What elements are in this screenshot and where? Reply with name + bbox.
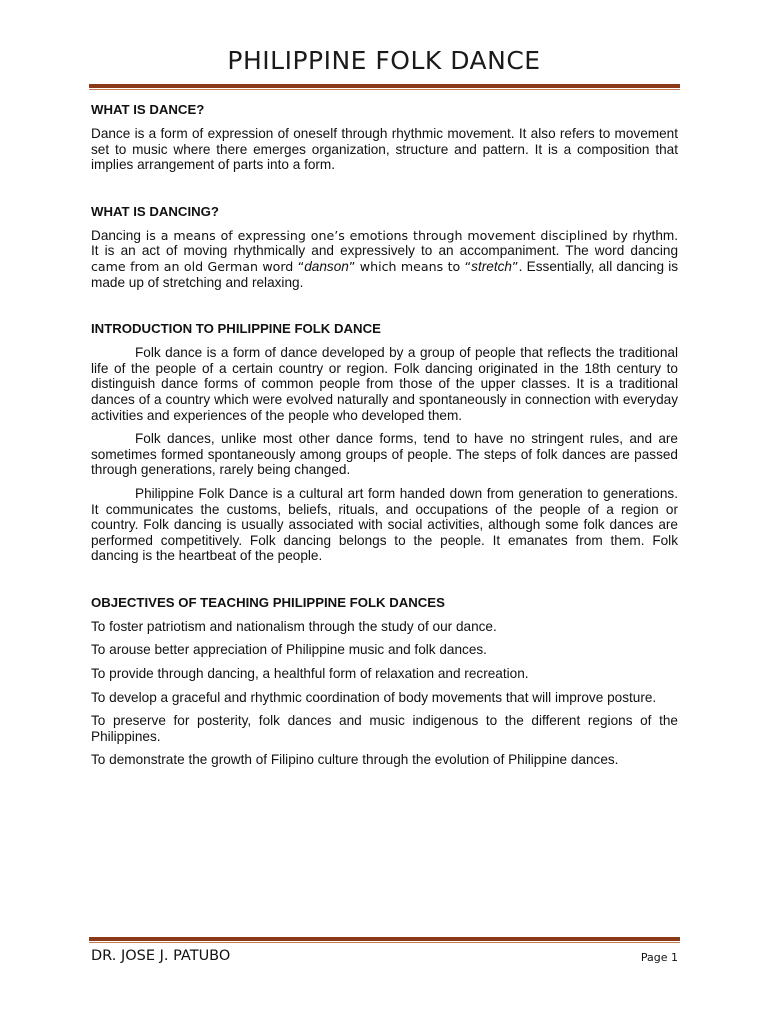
dancing-summary: Essentially, all dancing is made up of stretching and relaxing.	[91, 258, 679, 290]
dancing-definition-start: is a means of expressing one’s emotions through movement disciplined by	[140, 227, 628, 243]
header-divider	[89, 84, 680, 91]
objective-item: To foster patriotism and nationalism through the study of our dance.	[91, 618, 497, 634]
footer-divider-thick	[89, 937, 680, 941]
objective-item: To preserve for posterity, folk dances and music indigenous to the different regions of the Philippines.	[91, 713, 678, 744]
header-divider-thin	[89, 89, 680, 90]
danson-word: danson	[304, 258, 349, 274]
section-gap	[91, 564, 678, 595]
section-gap	[91, 290, 678, 321]
heading-introduction: INTRODUCTION TO PHILIPPINE FOLK DANCE	[91, 321, 381, 337]
objective-item: To provide through dancing, a healthful form of relaxation and recreation.	[91, 666, 529, 682]
objective-item: To arouse better appreciation of Philippine music and folk dances.	[91, 642, 487, 658]
footer-author: DR. JOSE J. PATUBO	[91, 948, 231, 964]
dancing-close-quote: ”.	[511, 258, 523, 274]
section-gap	[91, 173, 678, 204]
paragraph-what-is-dance: Dance is a form of expression of oneself through rhythmic movement. It also refers to movement set to music where there emerges organization, structure and pattern. It is a composition that implies arrangement of parts into a form.	[91, 126, 678, 173]
intro-paragraph-2: Folk dances, unlike most other dance forms, tend to have no stringent rules, and are sometimes formed spontaneously among groups of people. The steps of folk dances are passed through generations, rarely being changed.	[91, 431, 678, 478]
objective-item: To demonstrate the growth of Filipino culture through the evolution of Philippine dances.	[91, 752, 619, 768]
page-title: PHILIPPINE FOLK DANCE	[227, 46, 541, 75]
intro-paragraph-1: Folk dance is a form of dance developed by a group of people that reflects the traditional life of the people of a certain country or region. Folk dancing originated in the 18th century to distinguish dance forms of common people from those of the upper classes. It is a traditional dances of a country which were evolved naturally and spontaneously in connection with everyday activities and experiences of the people who developed them.	[91, 345, 678, 423]
document-body	[91, 102, 678, 776]
dancing-means-text: ” which means to “	[348, 258, 472, 274]
footer-divider	[89, 937, 680, 944]
heading-what-is-dancing: WHAT IS DANCING?	[91, 203, 219, 219]
dancing-word: Dancing	[91, 227, 141, 243]
page-number: Page 1	[640, 951, 678, 964]
objective-item: To develop a graceful and rhythmic coordination of body movements that will improve posture.	[91, 689, 657, 705]
heading-objectives: OBJECTIVES OF TEACHING PHILIPPINE FOLK DANCES	[91, 594, 445, 610]
paragraph-what-is-dancing	[91, 228, 678, 290]
footer-divider-thin	[89, 942, 680, 943]
intro-paragraph-3: Philippine Folk Dance is a cultural art form handed down from generation to generations. It communicates the customs, beliefs, rituals, and occupations of the people of a region or country. Folk dancing is usually associated with social activities, although some folk dances are performed competitively. Folk dancing belongs to the people. It emanates from them. Folk dancing is the heartbeat of the people.	[91, 485, 678, 564]
stretch-word: stretch	[471, 258, 512, 274]
dancing-origin-text: came from an old German word “	[91, 258, 305, 274]
heading-what-is-dance: WHAT IS DANCE?	[91, 102, 205, 117]
header-divider-thick	[89, 84, 680, 88]
dancing-definition-middle: rhythm. It is an act of moving rhythmically and expressively to an accompaniment. The word dancing	[91, 227, 678, 259]
